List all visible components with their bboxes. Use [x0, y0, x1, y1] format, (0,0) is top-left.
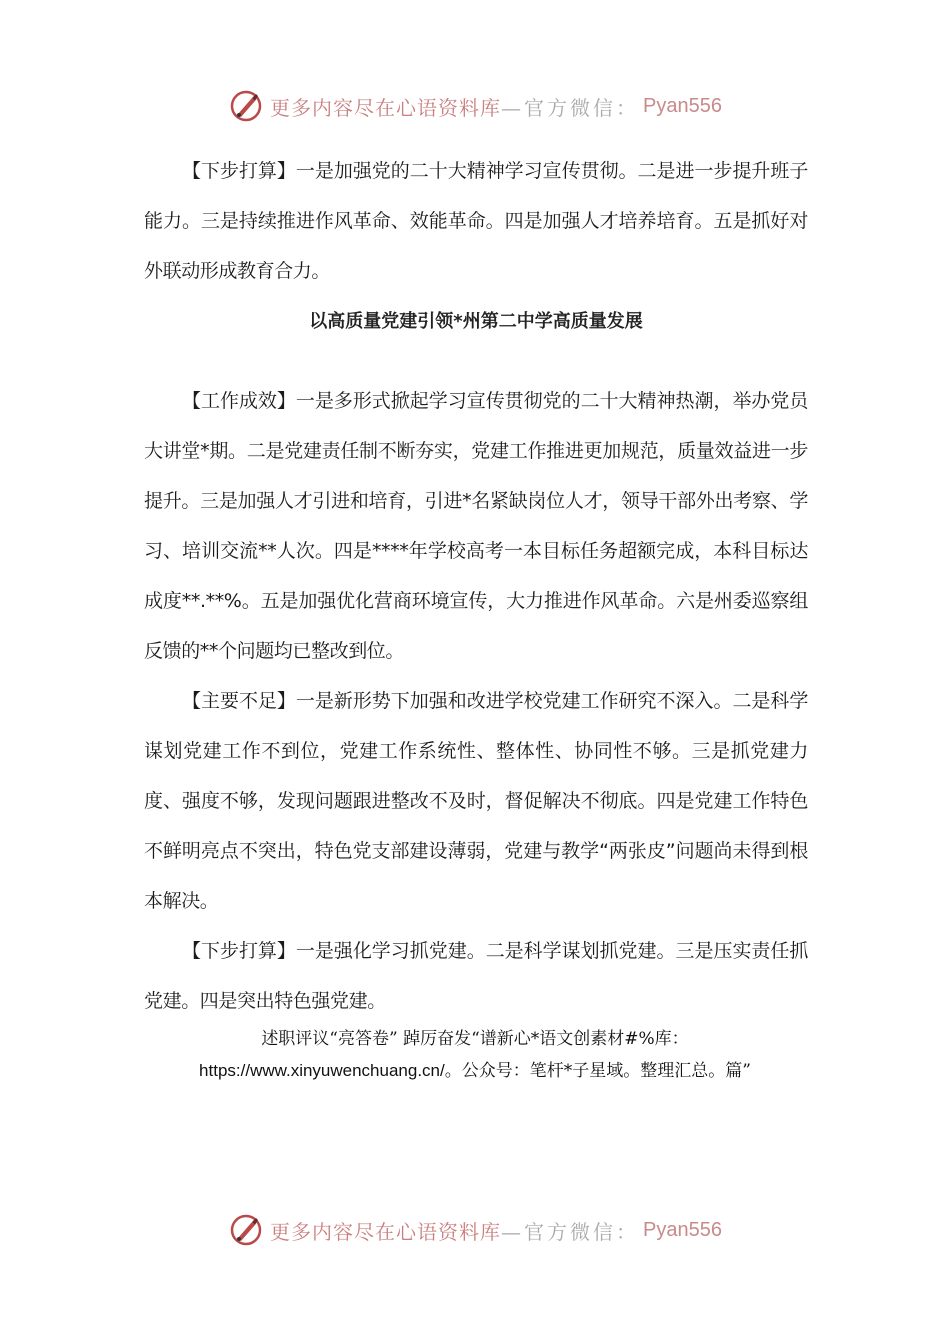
banner-wechat-label: —官方微信： — [501, 1219, 640, 1244]
banner-site-text: 更多内容尽在心语资料库 — [270, 95, 502, 120]
section-title: 以高质量党建引领*州第二中学高质量发展 — [309, 311, 643, 332]
paragraph-work-results: 【工作成效】一是多形式掀起学习宣传贯彻党的二十大精神热潮，举办党员大讲堂*期。二是党建责任制不断夯实，党建工作推进更加规范，质量效益进一步提升。三是加强人才引进和培育，引进*名紧缺岗位人才，领导干部外出考察、学习、培训交流**人次。四是****年学校高考一本目标任务超额完成，本科目标达成度**.**%。五是加强优化营商环境宣传，大力推进作风革命。六是州委巡察组反馈的**个问题均已整改到位。 — [144, 390, 808, 662]
footer-source-note — [0, 1024, 950, 1087]
footer-url-link[interactable]: https://www.xinyuwenchuang.cn/ — [199, 1061, 445, 1080]
document-body — [144, 146, 808, 1026]
blank-line — [144, 346, 808, 376]
footer-note-line-1: 述职评议“亮答卷” 踔厉奋发“谱新心*语文创素材#%库： — [261, 1029, 689, 1049]
footer-note-line-2-text: 。公众号：笔杆*子星域。整理汇总。篇” — [444, 1061, 751, 1081]
footer-note-line-2 — [0, 1055, 950, 1087]
banner-wechat-id: Pyan556 — [643, 1218, 722, 1241]
pen-logo-icon — [228, 88, 264, 124]
pen-logo-icon — [228, 1212, 264, 1248]
paragraph-next-steps-2: 【下步打算】一是强化学习抓党建。二是科学谋划抓党建。三是压实责任抓党建。四是突出特色强党建。 — [144, 940, 808, 1012]
banner-wechat-id: Pyan556 — [643, 94, 722, 117]
footer-watermark-banner — [0, 1208, 950, 1252]
banner-wechat-label: —官方微信： — [501, 95, 640, 120]
header-watermark-banner — [0, 84, 950, 128]
banner-site-text: 更多内容尽在心语资料库 — [270, 1219, 502, 1244]
paragraph-main-shortcomings: 【主要不足】一是新形势下加强和改进学校党建工作研究不深入。二是科学谋划党建工作不到位，党建工作系统性、整体性、协同性不够。三是抓党建力度、强度不够，发现问题跟进整改不及时，督促解决不彻底。四是党建工作特色不鲜明亮点不突出，特色党支部建设薄弱，党建与教学“两张皮”问题尚未得到根本解决。 — [144, 690, 808, 912]
paragraph-next-steps-1: 【下步打算】一是加强党的二十大精神学习宣传贯彻。二是进一步提升班子能力。三是持续推进作风革命、效能革命。四是加强人才培养培育。五是抓好对外联动形成教育合力。 — [144, 160, 808, 282]
